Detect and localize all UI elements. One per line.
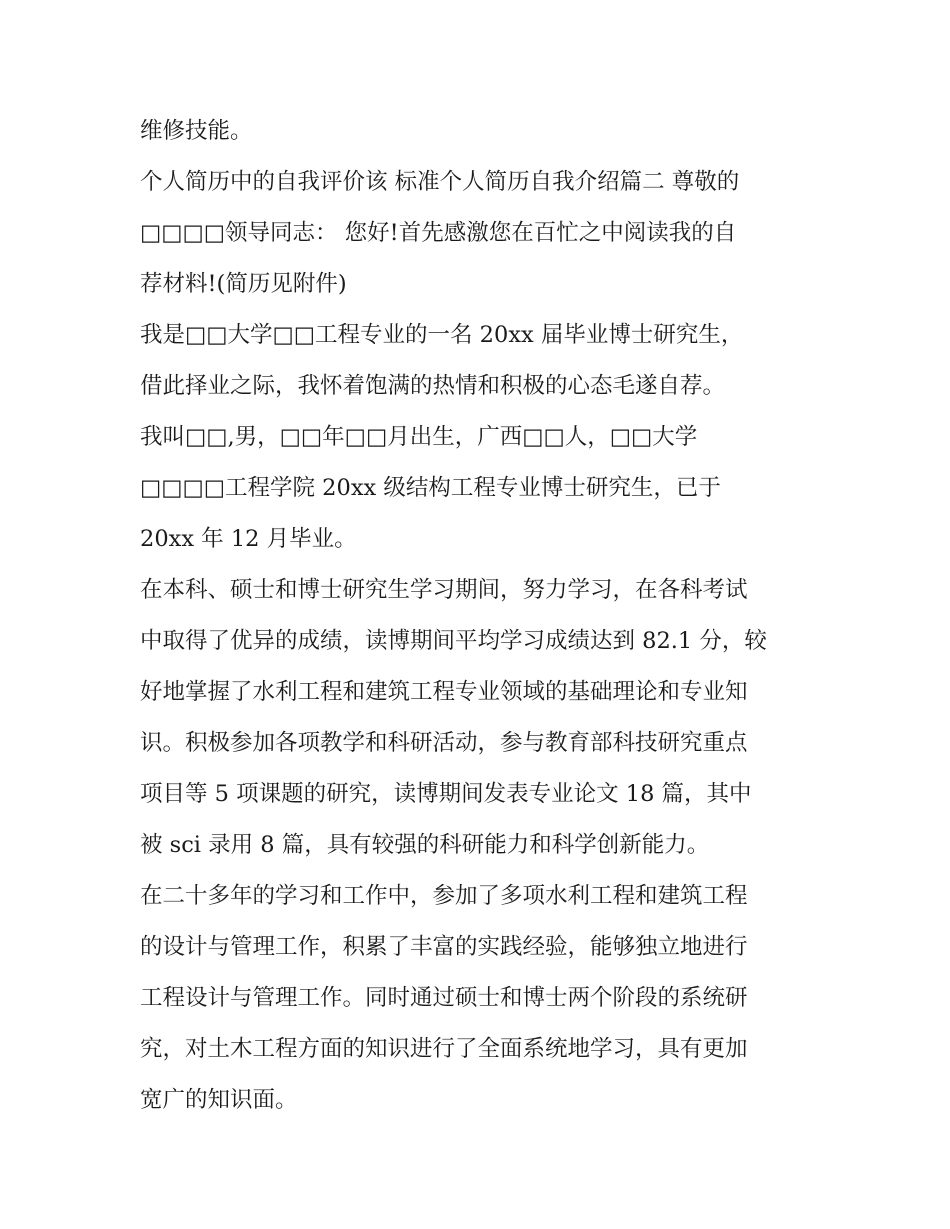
text-line: 我是□□大学□□工程专业的一名 20xx 届毕业博士研究生， [140,322,744,348]
text-line: □□□□领导同志： 您好!首先感激您在百忙之中阅读我的自 [140,220,737,246]
text-line: 好地掌握了水利工程和建筑工程专业领域的基础理论和专业知 [140,679,748,705]
text-line: 在本科、硕士和博士研究生学习期间，努力学习，在各科考试 [140,577,748,603]
text-line: 被 sci 录用 8 篇，具有较强的科研能力和科学创新能力。 [140,832,710,858]
text-line: 维修技能。 [140,118,253,144]
text-line: 借此择业之际，我怀着饱满的热情和积极的心态毛遂自荐。 [140,373,726,399]
text-line: 20xx 年 12 月毕业。 [140,526,357,552]
document-body [140,106,820,1126]
text-line: 工程设计与管理工作。同时通过硕士和博士两个阶段的系统研 [140,985,748,1011]
text-line: 识。积极参加各项教学和科研活动，参与教育部科技研究重点 [140,730,748,756]
text-line: 我叫□□,男，□□年□□月出生，广西□□人，□□大学 [140,424,698,450]
text-line: 项目等 5 项课题的研究，读博期间发表专业论文 18 篇，其中 [140,781,752,807]
text-line: 荐材料!(简历见附件) [140,271,347,297]
text-line: □□□□工程学院 20xx 级结构工程专业博士研究生，已于 [140,475,721,501]
text-line: 个人简历中的自我评价该 标准个人简历自我介绍篇二 尊敬的 [140,169,740,195]
text-line: 的设计与管理工作，积累了丰富的实践经验，能够独立地进行 [140,934,748,960]
text-line: 究，对土木工程方面的知识进行了全面系统地学习，具有更加 [140,1036,748,1062]
text-line: 宽广的知识面。 [140,1087,298,1113]
text-line: 在二十多年的学习和工作中，参加了多项水利工程和建筑工程 [140,883,748,909]
text-line: 中取得了优异的成绩，读博期间平均学习成绩达到 82.1 分，较 [140,628,767,654]
